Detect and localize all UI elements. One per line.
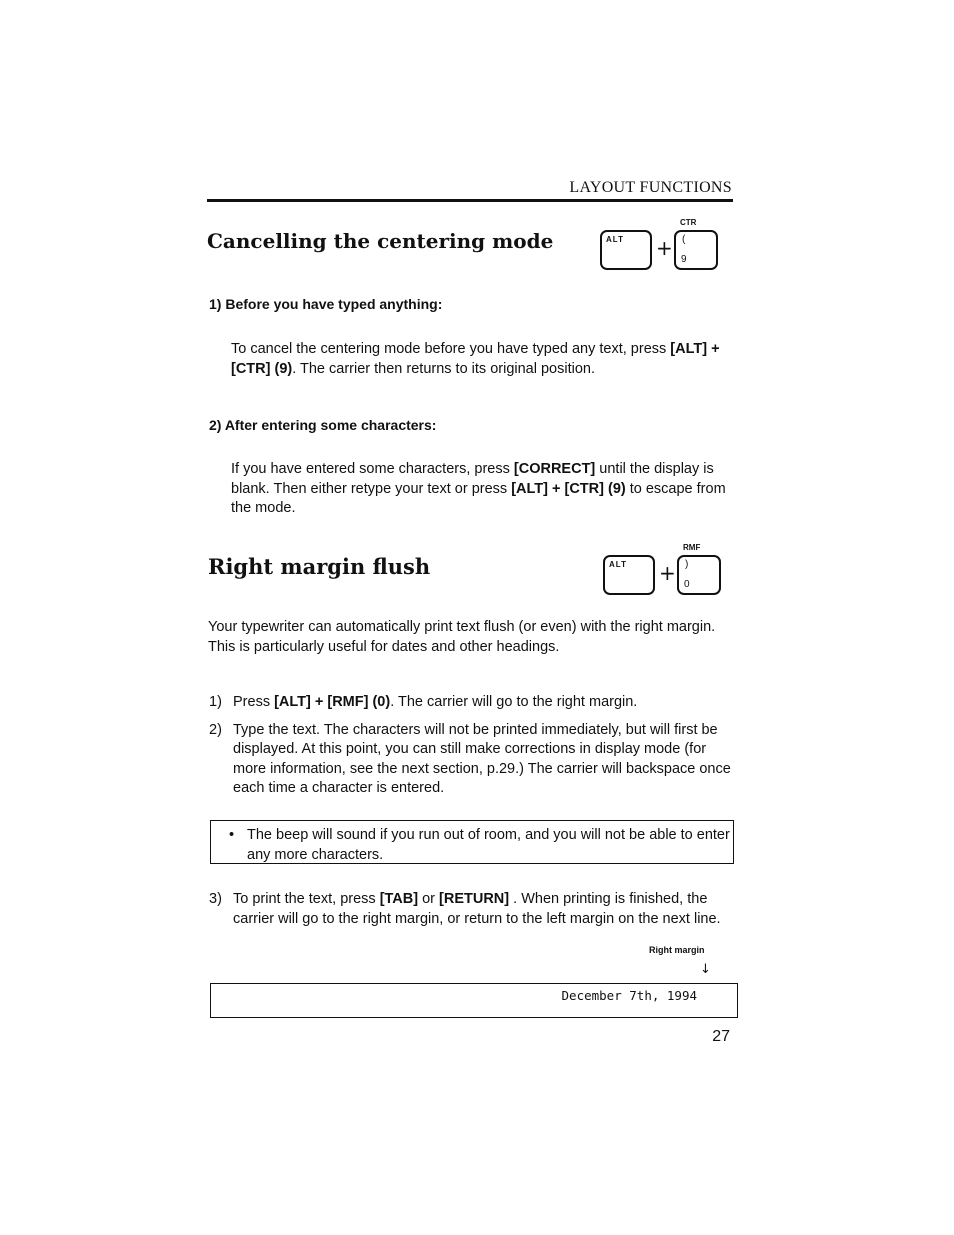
key-combo-alt-rmf [603, 543, 733, 603]
zero-key-symbol: ) [685, 559, 689, 570]
list-item-key: [ALT] + [RMF] (0) [274, 694, 391, 710]
step2-key-correct: [CORRECT] [513, 461, 596, 477]
list-item [209, 693, 739, 713]
list-item-text-a: Press [233, 694, 275, 710]
rmf-function-label: RMF [683, 543, 701, 552]
section-title-cancel: Cancelling the centering mode [207, 229, 554, 253]
alt-key-icon [603, 555, 655, 595]
right-margin-label: Right margin [649, 945, 705, 955]
alt-key-label: ALT [606, 235, 624, 244]
alt-key-label: ALT [609, 560, 627, 569]
list-item-text-b: or [418, 891, 440, 907]
list-item-number: 1) [209, 694, 222, 710]
nine-key-digit: 9 [681, 254, 687, 265]
paper-example [210, 983, 738, 1018]
zero-key-icon [677, 555, 721, 595]
step1-text-plus: + [707, 341, 720, 357]
alt-key-icon [600, 230, 652, 270]
key-combo-alt-ctr [600, 218, 730, 278]
step1-text-c: . The carrier then returns to its original position. [292, 360, 595, 377]
list-item-number: 3) [209, 891, 222, 907]
step1-text-a: To cancel the centering mode before you have typed any text, press [231, 341, 671, 357]
plus-icon: + [659, 561, 676, 585]
step1-key-alt: [ALT] [670, 341, 708, 357]
note-text [229, 826, 737, 865]
list-item [209, 721, 739, 799]
step1-heading: 1) Before you have typed anything: [209, 296, 443, 312]
note-content: The beep will sound if you run out of room, and you will not be able to enter any more characters. [247, 827, 730, 863]
nine-key-icon [674, 230, 718, 270]
rmf-intro: Your typewriter can automatically print text flush (or even) with the right margin. This is particularly useful for dates and other headings. [208, 619, 716, 655]
list-item-text-c: . When printing is finished, the carrier will go to the right margin, or return to the left margin on the next line. [233, 891, 721, 927]
step2-key-combo: [ALT] + [CTR] (9) [511, 480, 626, 497]
step2-heading: 2) After entering some characters: [209, 417, 437, 433]
plus-icon: + [656, 236, 673, 260]
key-return: [RETURN] [439, 891, 510, 907]
rmf-steps-list [209, 693, 739, 799]
down-arrow-icon: ↓ [700, 962, 711, 977]
list-item [209, 890, 739, 929]
step2-text-a: If you have entered some characters, press [231, 461, 514, 477]
list-item-text-b: . The carrier will go to the right margin. [390, 694, 638, 710]
step2-paragraph [231, 460, 737, 519]
header-rule [207, 199, 733, 202]
rmf-step3 [209, 890, 739, 929]
list-item-text-a: To print the text, press [233, 891, 380, 907]
step2-text-c: to escape from the mode. [231, 480, 726, 516]
step1-paragraph [231, 340, 737, 379]
note-box [210, 820, 734, 864]
nine-key-symbol: ( [682, 234, 686, 245]
key-tab: [TAB] [379, 891, 419, 907]
page-number: 27 [712, 1028, 730, 1045]
example-date-text: December 7th, 1994 [561, 988, 697, 1003]
list-item-number: 2) [209, 721, 222, 738]
step1-key-ctr: [CTR] (9) [231, 360, 293, 377]
bullet-icon: • [229, 827, 235, 843]
zero-key-digit: 0 [684, 579, 690, 590]
running-head: LAYOUT FUNCTIONS [569, 179, 732, 196]
section-title-rmf: Right margin flush [208, 554, 431, 579]
ctr-function-label: CTR [680, 218, 697, 227]
step2-text-b: until the display is blank. Then either retype your text or press [231, 461, 714, 497]
list-item-text: Type the text. The characters will not be printed immediately, but will first be displayed. At this point, you can still make corrections in display mode (for more information, see the next section, p.29.) The carrier will backspace once each time a character is entered. [233, 721, 731, 796]
